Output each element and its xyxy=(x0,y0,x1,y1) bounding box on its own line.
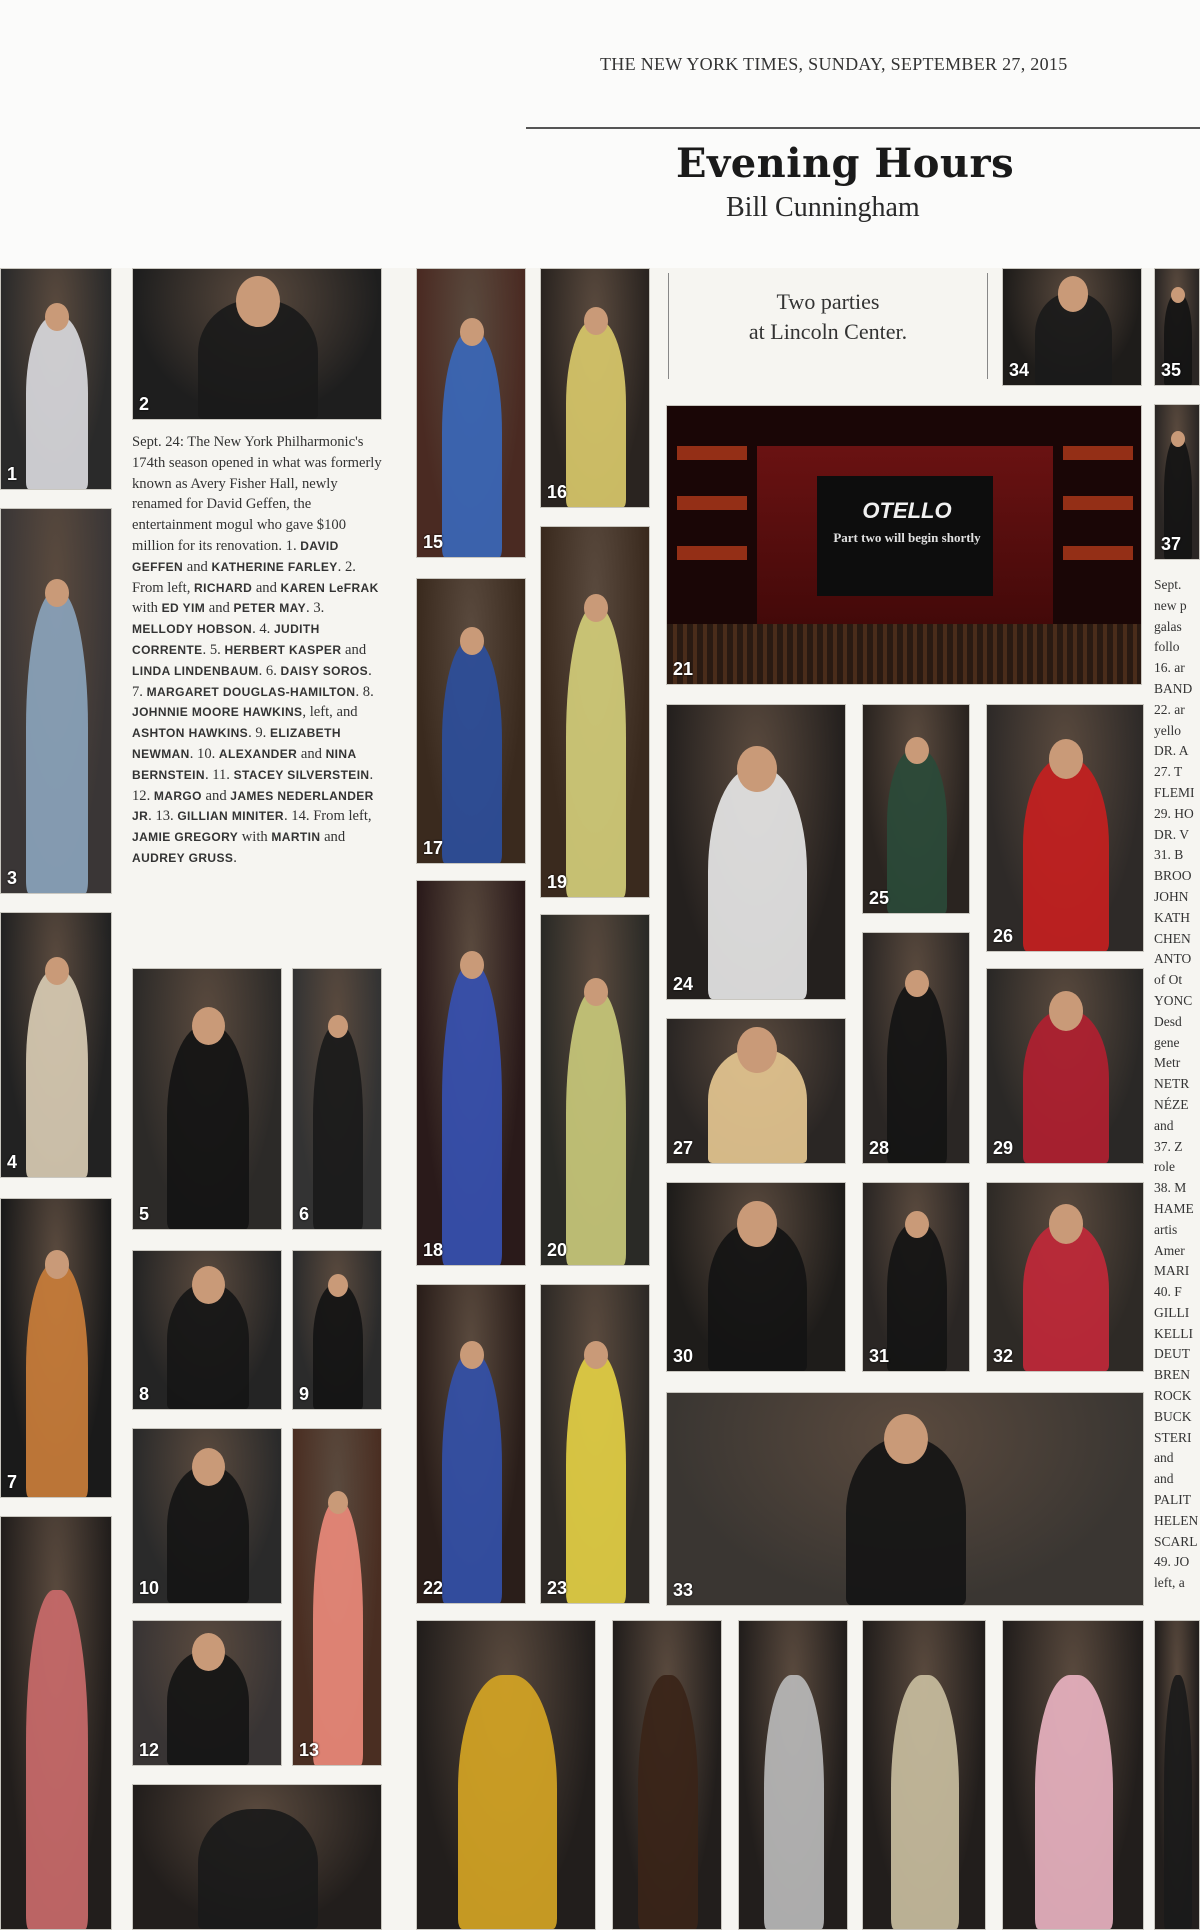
photo-number: 10 xyxy=(139,1578,160,1598)
caption-text: and xyxy=(341,641,367,658)
caption-text: . 2. From left, xyxy=(132,558,356,596)
pull-quote-line: at Lincoln Center. xyxy=(748,319,908,344)
photo-number: 4 xyxy=(7,1152,18,1172)
photo-figure xyxy=(887,1223,946,1371)
photo-20 xyxy=(540,914,650,1266)
photo-number: 29 xyxy=(993,1138,1014,1158)
photo-13 xyxy=(292,1428,382,1766)
photo-1 xyxy=(0,268,112,490)
photo-face xyxy=(584,1341,608,1369)
caption-name: MARGO xyxy=(153,788,202,803)
caption-continued-line: DEUT xyxy=(1154,1346,1190,1362)
photo-face xyxy=(328,1274,348,1297)
caption-entry-number: 14. xyxy=(291,808,314,825)
photo-unnumbered xyxy=(738,1620,848,1930)
photo-23 xyxy=(540,1284,650,1604)
caption-text: . xyxy=(355,683,363,700)
caption-text: and xyxy=(201,787,231,804)
photo-28 xyxy=(862,932,970,1164)
caption-continued-line: of Ot xyxy=(1154,972,1183,988)
photo-19 xyxy=(540,526,650,898)
photo-number: 17 xyxy=(423,838,444,858)
caption-continued-line: 38. M xyxy=(1154,1180,1187,1196)
caption-entry-number: 12. xyxy=(132,787,154,804)
photo-12 xyxy=(132,1620,282,1766)
caption-entry xyxy=(132,829,271,845)
caption-continued-line: MARI xyxy=(1154,1263,1190,1279)
photo-number: 33 xyxy=(673,1580,694,1600)
caption-entry xyxy=(194,580,281,596)
caption-name: ED YIM xyxy=(161,601,206,616)
photo-2 xyxy=(132,268,382,420)
caption-continued-line: Sept. xyxy=(1154,577,1182,592)
photo-4 xyxy=(0,912,112,1178)
photo-3 xyxy=(0,508,112,894)
caption-name: JAMIE GREGORY xyxy=(132,830,239,845)
photo-25 xyxy=(862,704,970,914)
caption-continued-line: ROCK xyxy=(1154,1388,1192,1404)
caption-continued-line: JOHN xyxy=(1154,888,1189,904)
photo-number: 8 xyxy=(139,1384,150,1404)
caption-name: JUDITH CORRENTE xyxy=(132,622,320,657)
caption-text: and xyxy=(183,558,212,575)
caption-text: with xyxy=(238,829,272,846)
caption-name: MELLODY HOBSON xyxy=(132,622,253,637)
caption-text: . xyxy=(204,766,213,783)
photo-face xyxy=(905,1211,929,1238)
photo-26 xyxy=(986,704,1144,952)
photo-face xyxy=(192,1007,225,1045)
opera-box-seats xyxy=(677,546,747,560)
caption-entry-number: 8. xyxy=(362,683,374,700)
caption-name: ALEXANDER xyxy=(218,746,298,761)
photo-face xyxy=(884,1414,928,1465)
photo-27 xyxy=(666,1018,846,1164)
photo-15 xyxy=(416,268,526,558)
caption-continued-line: Metr xyxy=(1154,1055,1181,1071)
photo-number: 2 xyxy=(139,394,150,414)
photo-9 xyxy=(292,1250,382,1410)
photo-face xyxy=(584,594,608,622)
caption-text: and xyxy=(297,745,326,762)
caption-text: . xyxy=(252,621,260,638)
photo-number: 30 xyxy=(673,1346,694,1366)
caption-text: . xyxy=(248,725,256,742)
photo-figure xyxy=(566,607,627,897)
photo-figure xyxy=(1023,758,1110,951)
caption-text: . xyxy=(233,849,237,866)
photo-face xyxy=(584,978,608,1006)
photo-figure xyxy=(891,1675,959,1929)
photo-29 xyxy=(986,968,1144,1164)
photo-number: 24 xyxy=(673,974,694,994)
photo-number: 13 xyxy=(299,1740,320,1760)
caption-continued-line: DR. A xyxy=(1154,743,1189,759)
photo-37 xyxy=(1154,404,1200,560)
photo-number: 34 xyxy=(1009,360,1030,380)
caption-text: and xyxy=(252,579,281,596)
photo-10 xyxy=(132,1428,282,1604)
caption-continued-line: 49. JO xyxy=(1154,1554,1190,1570)
photo-face xyxy=(737,746,777,792)
dateline: THE NEW YORK TIMES, SUNDAY, SEPTEMBER 27, 2015 xyxy=(600,54,1068,74)
photo-number: 6 xyxy=(299,1204,310,1224)
caption-continued-line: NETR xyxy=(1154,1076,1190,1092)
caption-continued-line: yello xyxy=(1154,722,1181,738)
caption-name: GILLIAN MINITER xyxy=(177,809,284,824)
photo-35 xyxy=(1154,268,1200,386)
photo-number: 18 xyxy=(423,1240,444,1260)
caption-continued-line: YONC xyxy=(1154,992,1193,1008)
caption-continued-line: 22. ar xyxy=(1154,701,1185,717)
caption-continued-line: FLEMI xyxy=(1154,784,1195,800)
photo-number: 25 xyxy=(869,888,890,908)
photo-unnumbered xyxy=(0,1516,112,1930)
caption-entry xyxy=(132,663,266,679)
caption-intro: Sept. 24: The New York Philharmonic's 174th season opened in what was formerly known as Avery Fisher Hall, newly renamed for David Geffen, the entertainment mogul who gave $100 million for its renovation. xyxy=(132,434,382,554)
caption-continued-line: artis xyxy=(1154,1221,1178,1237)
opera-box-seats xyxy=(1063,496,1133,510)
caption-entry xyxy=(197,746,326,762)
photo-face xyxy=(584,307,608,335)
opera-box-seats xyxy=(1063,446,1133,460)
caption-name: JAMES NEDERLANDER JR xyxy=(132,788,374,824)
caption-continued-line: role xyxy=(1154,1159,1175,1175)
photo-number: 21 xyxy=(673,659,694,679)
photo-figure xyxy=(566,320,627,507)
photo-figure xyxy=(442,964,503,1265)
caption-name: MARTIN xyxy=(271,830,321,845)
photo-figure xyxy=(198,1809,318,1929)
photo-figure xyxy=(566,1353,627,1603)
caption-entry xyxy=(155,808,291,824)
photo-22 xyxy=(416,1284,526,1604)
caption-text: . xyxy=(368,662,372,679)
caption-entry-number: 9. xyxy=(255,725,270,742)
photo-33 xyxy=(666,1392,1144,1606)
pull-quote-line: Two parties xyxy=(776,289,880,314)
caption-continued-line: BUCK xyxy=(1154,1408,1192,1424)
caption-entry-number: 7. xyxy=(132,683,147,700)
caption-name: AUDREY GRUSS xyxy=(132,850,234,865)
caption-entry xyxy=(266,663,372,679)
caption-text: . xyxy=(202,641,210,658)
photo-figure xyxy=(26,592,88,893)
opera-box-seats xyxy=(1063,546,1133,560)
photo-18 xyxy=(416,880,526,1266)
caption-text: From left, xyxy=(313,808,372,825)
caption-entry-number: 3. xyxy=(313,600,325,617)
screen-subtitle: Part two will begin shortly xyxy=(833,530,981,545)
page-top-margin xyxy=(0,0,1200,268)
photo-figure xyxy=(26,1590,88,1929)
screen-title: OTELLO xyxy=(862,498,952,523)
photo-32 xyxy=(986,1182,1144,1372)
caption-continued-line: PALIT xyxy=(1154,1492,1192,1508)
photo-number: 9 xyxy=(299,1384,310,1404)
photo-number: 35 xyxy=(1161,360,1182,380)
caption-continued-line: left, a xyxy=(1154,1575,1185,1591)
caption-continued-line: BROO xyxy=(1154,868,1192,884)
caption-continued-line: and xyxy=(1154,1471,1174,1487)
caption-name: ELIZABETH NEWMAN xyxy=(132,726,341,761)
photo-number: 27 xyxy=(673,1138,694,1158)
photo-face xyxy=(1171,431,1185,447)
caption-continued-line: and xyxy=(1154,1117,1174,1133)
header-rule xyxy=(526,127,1200,129)
photo-unnumbered xyxy=(416,1620,596,1930)
photo-5 xyxy=(132,968,282,1230)
caption-entry xyxy=(234,600,314,616)
caption-continued-line: BREN xyxy=(1154,1367,1191,1383)
photo-figure xyxy=(313,1501,363,1765)
caption-entry xyxy=(271,829,345,845)
caption-entry xyxy=(210,642,366,658)
photo-unnumbered xyxy=(132,1784,382,1930)
caption-entry xyxy=(212,767,373,783)
caption-entry xyxy=(132,850,237,866)
photo-figure xyxy=(708,768,807,999)
caption-continued-line: 29. HO xyxy=(1154,805,1194,821)
photo-face xyxy=(1049,739,1084,779)
caption-continued-line: CHEN xyxy=(1154,930,1191,946)
caption-text: with xyxy=(132,600,162,617)
photo-7 xyxy=(0,1198,112,1498)
caption-continued-line: follo xyxy=(1154,639,1180,655)
photo-figure xyxy=(1023,1223,1110,1371)
caption-text: . xyxy=(284,808,292,825)
caption-text: . xyxy=(148,808,156,825)
photo-face xyxy=(192,1633,225,1671)
photo-figure xyxy=(26,316,88,489)
caption-entry-number: 6. xyxy=(265,662,281,679)
photo-unnumbered xyxy=(612,1620,722,1930)
caption-entry xyxy=(162,600,234,616)
photo-24 xyxy=(666,704,846,1000)
photo-unnumbered xyxy=(1002,1620,1144,1930)
photo-figure xyxy=(167,1466,250,1603)
photo-number: 23 xyxy=(547,1578,568,1598)
photo-figure xyxy=(1023,1010,1110,1163)
photo-figure xyxy=(566,990,627,1265)
photo-face xyxy=(737,1027,777,1073)
photo-number: 5 xyxy=(139,1204,150,1224)
caption-continued-line: Amer xyxy=(1154,1242,1185,1258)
caption-name: NINA BERNSTEIN xyxy=(132,746,357,782)
audience xyxy=(667,624,1141,684)
caption-name: MARGARET DOUGLAS-HAMILTON xyxy=(146,684,356,699)
photo-face xyxy=(328,1491,348,1514)
caption-continued-line: KATH xyxy=(1154,909,1190,925)
caption-name: ASHTON HAWKINS xyxy=(132,726,249,741)
photo-number: 1 xyxy=(7,464,18,484)
photo-figure xyxy=(1035,1675,1113,1929)
photo-number: 31 xyxy=(869,1346,890,1366)
caption-text: . xyxy=(306,600,314,617)
caption-entry xyxy=(291,808,371,824)
photo-number: 15 xyxy=(423,532,444,552)
caption-entry xyxy=(132,725,255,741)
photo-number: 19 xyxy=(547,872,568,892)
photo-30 xyxy=(666,1182,846,1372)
caption-continued-line: 16. ar xyxy=(1154,660,1185,676)
caption-text: . xyxy=(258,662,266,679)
photo-figure xyxy=(764,1675,825,1929)
photo-figure xyxy=(887,749,946,913)
caption-continued-line: new p xyxy=(1154,597,1187,613)
photo-figure xyxy=(442,1353,503,1603)
photo-number: 37 xyxy=(1161,534,1182,554)
photo-number: 12 xyxy=(139,1740,160,1760)
photo-8 xyxy=(132,1250,282,1410)
photo-number: 7 xyxy=(7,1472,18,1492)
photo-face xyxy=(45,957,70,985)
caption-continued-line: NÉZE xyxy=(1154,1096,1189,1112)
caption-entry-number: 1. xyxy=(285,537,301,554)
caption-name: HERBERT KASPER xyxy=(224,642,342,657)
caption-continued-line: 37. Z xyxy=(1154,1138,1183,1154)
caption-continued-line: galas xyxy=(1154,618,1182,634)
photo-face xyxy=(1049,1204,1084,1244)
caption-name: DAVID GEFFEN xyxy=(132,538,339,574)
caption-continued-line: 40. F xyxy=(1154,1284,1182,1300)
photo-face xyxy=(328,1015,348,1038)
photo-34 xyxy=(1002,268,1142,386)
photo-face xyxy=(737,1201,777,1247)
caption-continued-line: 27. T xyxy=(1154,764,1183,780)
photo-figure xyxy=(313,1284,363,1409)
caption-name: DAISY SOROS xyxy=(280,663,369,678)
photo-number: 22 xyxy=(423,1578,444,1598)
photo-caption-continued xyxy=(1154,575,1200,1594)
caption-continued-line: SCARL xyxy=(1154,1533,1198,1549)
photo-16 xyxy=(540,268,650,508)
caption-continued-line: gene xyxy=(1154,1034,1180,1050)
photo-figure xyxy=(167,1025,250,1229)
photo-figure xyxy=(458,1675,557,1929)
caption-continued-line: ANTO xyxy=(1154,951,1192,967)
caption-entry xyxy=(132,788,230,804)
caption-continued-line: Desd xyxy=(1154,1013,1182,1029)
photo-face xyxy=(905,737,929,764)
caption-name: PETER MAY xyxy=(233,601,307,616)
photo-unnumbered xyxy=(862,1620,986,1930)
photo-otello xyxy=(666,405,1142,685)
caption-entry-number: 4. xyxy=(259,621,274,638)
caption-continued-line: STERI xyxy=(1154,1429,1192,1445)
caption-continued-line: KELLI xyxy=(1154,1325,1193,1341)
photo-6 xyxy=(292,968,382,1230)
caption-continued-line: and xyxy=(1154,1450,1174,1466)
photo-face xyxy=(905,970,929,997)
photo-face xyxy=(1171,287,1185,303)
caption-continued-line: HELEN xyxy=(1154,1512,1199,1528)
photo-figure xyxy=(313,1025,363,1229)
caption-continued-line: HAME xyxy=(1154,1200,1194,1216)
photo-figure xyxy=(638,1675,699,1929)
caption-entry-number: 11. xyxy=(212,766,234,783)
photo-number: 26 xyxy=(993,926,1014,946)
pull-quote xyxy=(668,273,988,379)
caption-name: RICHARD xyxy=(194,580,253,595)
photo-face xyxy=(460,318,484,346)
caption-entry-number: 10. xyxy=(197,745,219,762)
caption-text: and xyxy=(205,600,234,617)
photo-figure xyxy=(1164,1675,1192,1929)
caption-entry xyxy=(132,684,363,700)
photo-figure xyxy=(887,982,946,1163)
caption-continued-line: GILLI xyxy=(1154,1304,1190,1320)
photo-face xyxy=(236,276,280,327)
byline: Bill Cunningham xyxy=(726,192,920,223)
photo-number: 20 xyxy=(547,1240,568,1260)
photo-figure xyxy=(26,970,88,1177)
caption-name: LINDA LINDENBAUM xyxy=(132,663,259,678)
caption-name: JOHNNIE MOORE HAWKINS xyxy=(132,705,303,720)
photo-number: 28 xyxy=(869,1138,890,1158)
photo-31 xyxy=(862,1182,970,1372)
caption-text: . xyxy=(189,745,198,762)
caption-entry-number: 5. xyxy=(209,641,225,658)
caption-text: and xyxy=(320,829,346,846)
photo-face xyxy=(192,1266,225,1304)
caption-name: KATHERINE FARLEY xyxy=(211,559,338,574)
photo-face xyxy=(1058,276,1089,311)
photo-caption xyxy=(132,432,382,869)
photo-number: 3 xyxy=(7,868,18,888)
opera-box-seats xyxy=(677,446,747,460)
caption-text: . xyxy=(369,766,374,783)
caption-continued-line: BAND xyxy=(1154,680,1193,696)
caption-name: KAREN LeFRAK xyxy=(280,580,379,595)
photo-figure xyxy=(442,331,503,557)
caption-continued-line: DR. V xyxy=(1154,826,1190,842)
photo-number: 32 xyxy=(993,1346,1014,1366)
caption-continued-line: 31. B xyxy=(1154,847,1184,863)
photo-figure xyxy=(26,1263,88,1497)
photo-number: 16 xyxy=(547,482,568,502)
section-title: Evening Hours xyxy=(676,140,1015,187)
caption-entry-number: 13. xyxy=(155,808,178,825)
caption-text: , left, and xyxy=(302,704,358,721)
photo-figure xyxy=(442,640,503,863)
opera-box-seats xyxy=(677,496,747,510)
photo-unnumbered xyxy=(1154,1620,1200,1930)
caption-name: STACEY SILVERSTEIN xyxy=(233,767,370,782)
photo-face xyxy=(192,1448,225,1486)
photo-17 xyxy=(416,578,526,864)
photo-face xyxy=(45,1250,70,1278)
photo-face xyxy=(460,1341,484,1369)
